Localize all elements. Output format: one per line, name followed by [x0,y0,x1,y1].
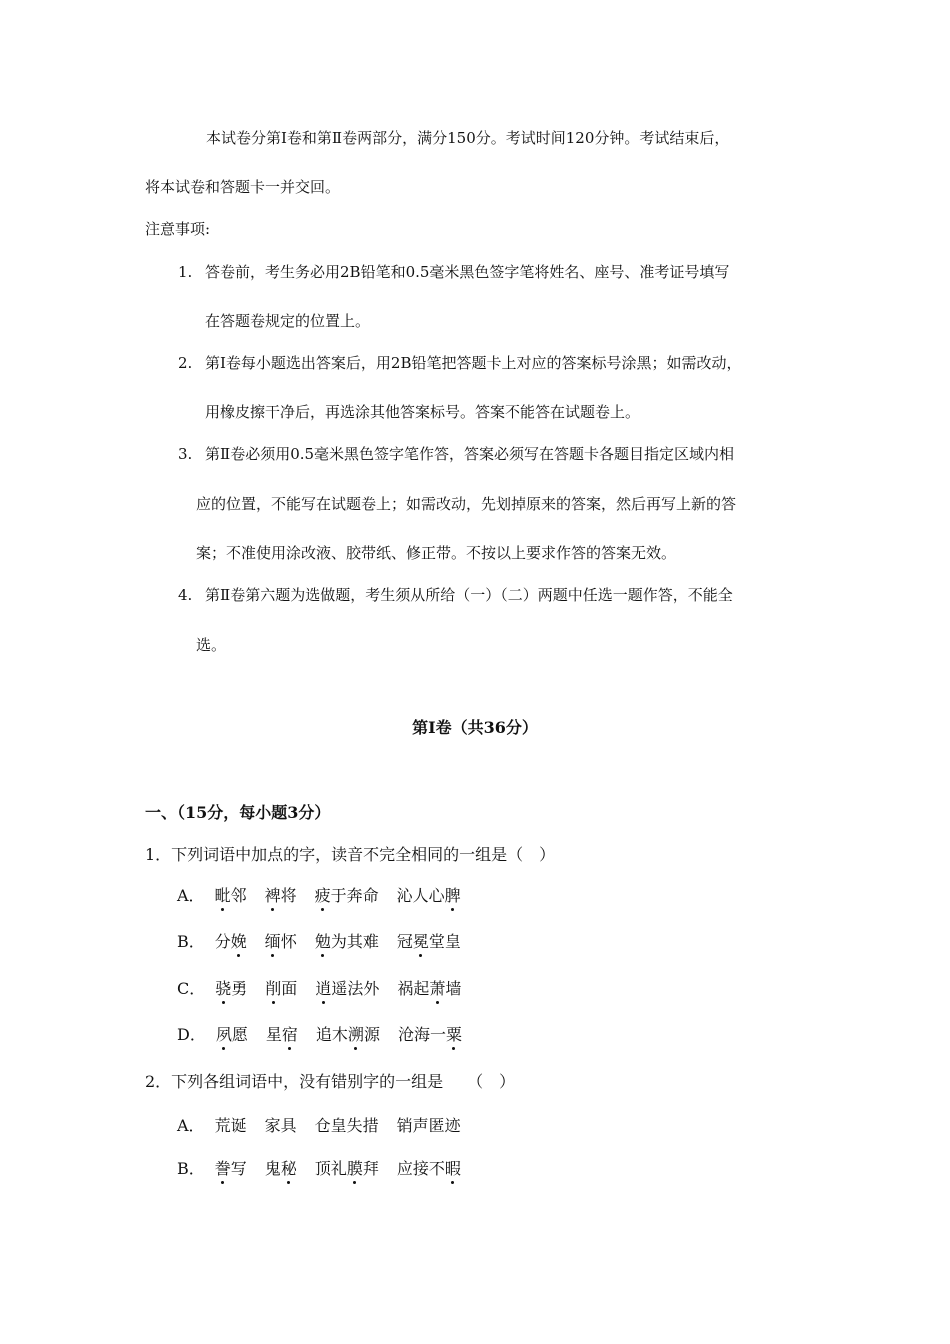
word-text: 顶礼 [314,1159,347,1178]
notice-item-3-line-3: 案；不准使用涂改液、胶带纸、修正带。不按以上要求作答的答案无效。 [196,544,677,562]
option-word [216,1025,248,1044]
notice-title: 注意事项: [145,220,211,238]
word-text: 应接不 [396,1159,445,1178]
option-word [215,1116,247,1135]
word-text: 分 [214,932,231,951]
intro-line-2: 将本试卷和答题卡一并交回。 [145,178,341,196]
notice-item-3-line-1: 第Ⅱ卷必须用0.5毫米黑色签字笔作答，答案必须写在答题卡各题目指定区域内相 [205,445,735,463]
emphasis-dot-char: 宿 [281,1025,298,1044]
word-text: 冠 [396,932,413,951]
word-text: 怀 [280,932,297,951]
word-text: 祸起 [397,979,430,998]
question-2-option-b [177,1159,479,1179]
option-word [265,979,297,998]
emphasis-dot-char: 骁 [215,979,232,998]
emphasis-dot-char: 誊 [214,1159,231,1178]
option-word [397,1116,461,1135]
emphasis-dot-char: 毗 [214,886,231,905]
word-text: 堂皇 [428,932,461,951]
question-1-option-b [177,932,479,952]
option-word [215,932,247,951]
notice-item-4-num: 4. [178,586,193,604]
question-1-stem: 1．下列词语中加点的字，读音不完全相同的一组是（ ） [145,845,556,864]
word-text: 写 [230,1159,247,1178]
word-text: 于奔命 [330,886,379,905]
notice-item-2-line-1: 第Ⅰ卷每小题选出答案后，用2B铅笔把答题卡上对应的答案标号涂黑；如需改动， [205,354,742,372]
word-text: 为其难 [330,932,379,951]
option-word [315,1116,379,1135]
word-text: 邻 [230,886,247,905]
word-text: 勇 [231,979,248,998]
notice-item-3-line-2: 应的位置，不能写在试题卷上；如需改动，先划掉原来的答案，然后再写上新的答 [196,495,737,513]
emphasis-dot-char: 娩 [230,932,247,951]
question-1-option-a [177,886,479,906]
emphasis-dot-char: 裨 [264,886,281,905]
option-word [215,886,247,905]
option-word [265,932,297,951]
word-text: 仓皇失措 [314,1116,379,1135]
emphasis-dot-char: 溯 [347,1025,364,1044]
option-letter: C． [177,979,206,998]
notice-item-1-line-1: 答卷前，考生务必用2B铅笔和0.5毫米黑色签字笔将姓名、座号、准考证号填写 [205,263,730,281]
word-text: 鬼 [264,1159,281,1178]
notice-item-1-line-2: 在答题卷规定的位置上。 [205,312,371,330]
word-text: 墙 [445,979,462,998]
emphasis-dot-char: 秘 [280,1159,297,1178]
option-word [265,1116,297,1135]
option-word [215,1159,247,1178]
question-1-option-c [177,979,479,999]
option-word [265,886,297,905]
section-title: 第Ⅰ卷（共36分） [412,718,538,737]
question-2-option-a [177,1116,479,1136]
emphasis-dot-char: 脾 [444,886,461,905]
word-text: 销声匿迹 [396,1116,461,1135]
option-word [398,1025,462,1044]
emphasis-dot-char: 疲 [314,886,331,905]
option-word [397,932,461,951]
word-text: 拜 [362,1159,379,1178]
option-word [315,932,379,951]
word-text: 将 [280,886,297,905]
emphasis-dot-char: 勉 [314,932,331,951]
option-word [266,1025,298,1044]
intro-line-1: 本试卷分第Ⅰ卷和第Ⅱ卷两部分，满分150分。考试时间120分钟。考试结束后， [206,129,730,147]
option-letter: A． [177,1116,205,1135]
emphasis-dot-char: 缅 [264,932,281,951]
word-text: 沁人心 [396,886,445,905]
notice-item-4-line-2: 选。 [196,636,227,654]
word-text: 面 [281,979,298,998]
option-word [397,1159,461,1178]
notice-item-4-line-1: 第Ⅱ卷第六题为选做题，考生须从所给（一）（二）两题中任选一题作答，不能全 [205,586,733,604]
emphasis-dot-char: 萧 [429,979,446,998]
word-text: 源 [363,1025,380,1044]
notice-item-2-line-2: 用橡皮擦干净后，再选涂其他答案标号。答案不能答在试题卷上。 [205,403,641,421]
emphasis-dot-char: 逍 [315,979,332,998]
word-text: 愿 [231,1025,248,1044]
emphasis-dot-char: 膜 [346,1159,363,1178]
word-text: 追木 [315,1025,348,1044]
option-word [315,979,379,998]
word-text: 荒诞 [214,1116,247,1135]
emphasis-dot-char: 暇 [444,1159,461,1178]
part-header: 一、（15分，每小题3分） [145,803,331,822]
emphasis-dot-char: 冕 [412,932,429,951]
notice-item-2-num: 2. [178,354,193,372]
question-2-stem: 2．下列各组词语中，没有错别字的一组是 （ ） [145,1072,516,1091]
option-word [215,979,247,998]
emphasis-dot-char: 夙 [215,1025,232,1044]
word-text: 沧海一 [397,1025,446,1044]
question-1-option-d [177,1025,480,1045]
option-letter: A． [177,886,205,905]
option-word [397,886,461,905]
notice-item-3-num: 3. [178,445,193,463]
option-letter: B． [177,932,205,951]
notice-item-1-num: 1. [178,263,193,281]
emphasis-dot-char: 削 [265,979,282,998]
option-word [265,1159,297,1178]
option-letter: B． [177,1159,205,1178]
option-letter: D． [177,1025,206,1044]
option-word [316,1025,380,1044]
word-text: 家具 [264,1116,297,1135]
option-word [315,1159,379,1178]
word-text: 遥法外 [331,979,380,998]
option-word [397,979,461,998]
option-word [315,886,379,905]
emphasis-dot-char: 粟 [445,1025,462,1044]
word-text: 星 [265,1025,282,1044]
